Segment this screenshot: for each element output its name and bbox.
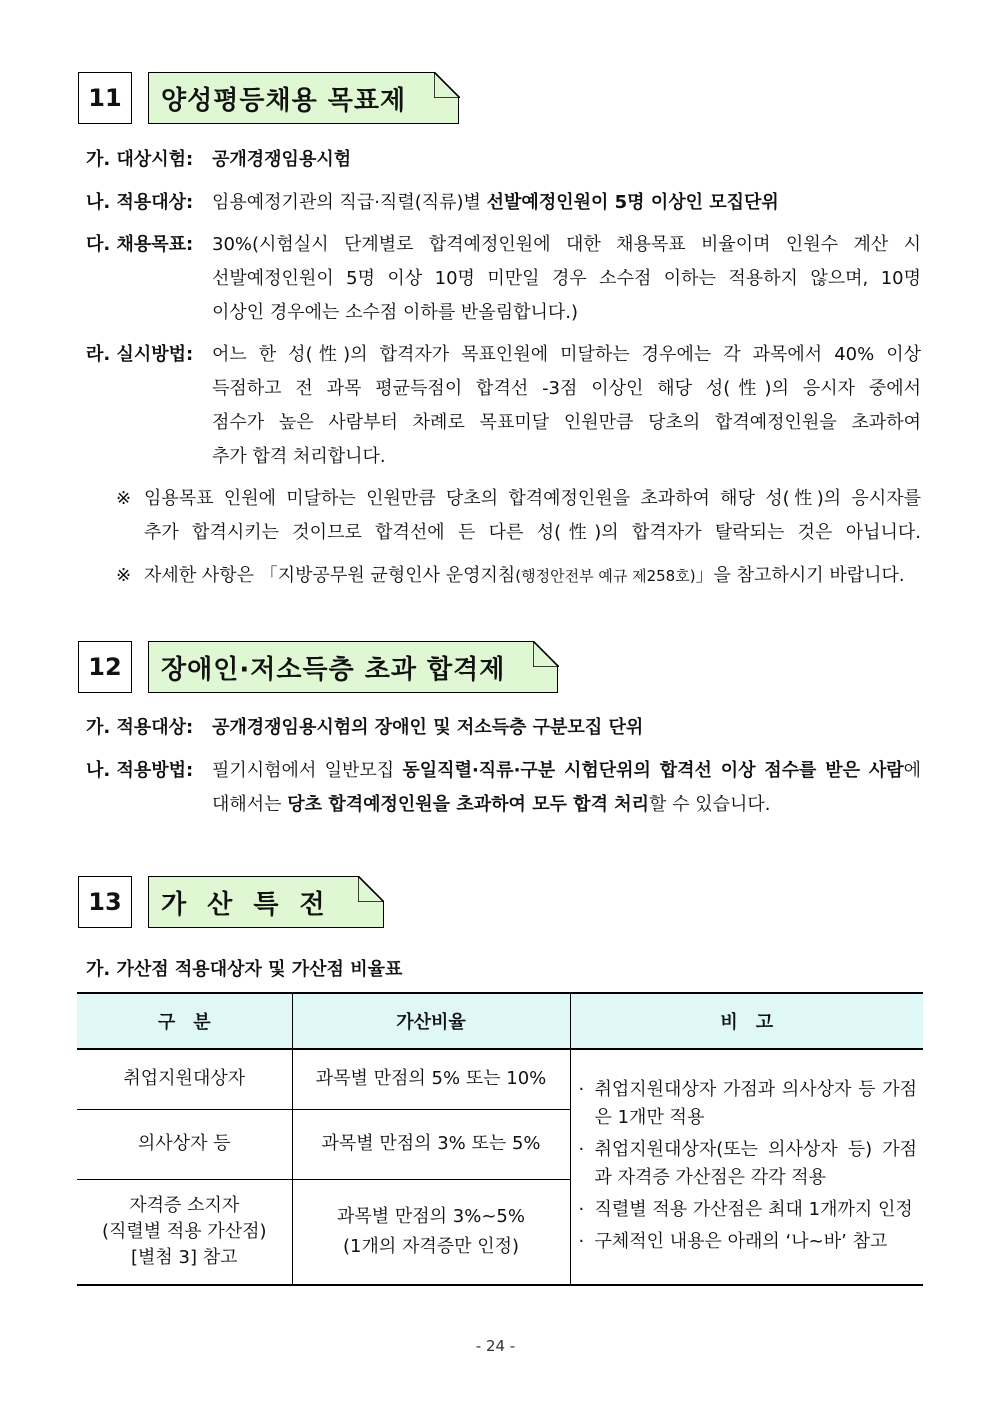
cell-line: 자격증 소지자	[129, 1194, 240, 1216]
table-cell-category: 취업지원대상자	[77, 1049, 292, 1109]
section-title-text: 양성평등채용 목표제	[161, 85, 407, 116]
item-text-bold: 당초 합격예정인원을 초과하여 모두 합격 처리	[287, 794, 649, 815]
folded-corner-icon	[533, 641, 559, 667]
item-line: 점수가 높은 사람부터 차례로 목표미달 인원만큼 당초의 합격예정인원을 초과하여	[212, 412, 921, 433]
table-cell-rate: 과목별 만점의 3% 또는 5%	[292, 1109, 570, 1179]
table-cell-rate	[292, 1179, 570, 1285]
s13-item-a	[86, 953, 921, 987]
item-line: 30%(시험실시 단계별로 합격예정인원에 대한 채용목표 비율이며 인원수 계산 시	[212, 234, 921, 255]
section-title-text: 장애인·저소득층 초과 합격제	[161, 654, 506, 685]
item-text: 할 수 있습니다.	[649, 794, 771, 815]
cell-line: [별첨 3] 참고	[131, 1246, 238, 1268]
section-title	[148, 72, 459, 124]
folded-corner-icon	[358, 876, 384, 902]
item-text: 공개경쟁임용시험	[212, 149, 352, 170]
reference-mark: ※	[116, 565, 132, 586]
bonus-rate-table	[77, 992, 923, 1286]
section-number: 12	[78, 641, 132, 693]
reference-mark: ※	[116, 488, 132, 509]
section-12-header	[78, 641, 558, 693]
cell-line: (1개의 자격증만 인정)	[342, 1235, 520, 1257]
table-cell-category: 의사상자 등	[77, 1109, 292, 1179]
section-title-text: 가 산 특 전	[161, 889, 331, 920]
table-row	[77, 1049, 923, 1109]
page-number: - 24 -	[475, 1337, 516, 1355]
item-text: 임용예정기관의 직급·직렬(직류)별	[212, 192, 481, 213]
list-item: · 취업지원대상자 가점과 의사상자 등 가점은 1개만 적용	[578, 1079, 917, 1128]
table-header: 가산비율	[292, 993, 570, 1049]
section-title	[148, 876, 384, 928]
note-text-small: (행정안전부 예규 제258호)	[515, 567, 696, 585]
list-item: · 구체적인 내용은 아래의 ‘나~바’ 참고	[578, 1231, 888, 1252]
item-text: 공개경쟁임용시험의 장애인 및 저소득층 구분모집 단위	[212, 717, 644, 738]
item-text: 에	[903, 760, 921, 781]
item-line: 득점하고 전 과목 평균득점이 합격선 -3점 이상인 해당 성(性)의 응시자 중에서	[212, 378, 921, 399]
note-text: 」을 참고하시기 바랍니다.	[695, 565, 905, 586]
item-label: 가. 대상시험:	[86, 149, 194, 170]
item-label: 가. 가산점 적용대상자 및 가산점 비율표	[86, 959, 403, 980]
item-label: 라. 실시방법:	[86, 344, 194, 365]
item-label: 다. 채용목표:	[86, 234, 194, 255]
note-line: 추가 합격시키는 것이므로 합격선에 든 다른 성(性)의 합격자가 탈락되는 것은 아닙니다.	[144, 522, 921, 543]
item-text-bold: 동일직렬·직류·구분 시험단위의 합격선 이상 점수를 받은 사람	[402, 760, 904, 781]
table-cell-category	[77, 1179, 292, 1285]
section-number: 11	[78, 72, 132, 124]
cell-line: 과목별 만점의 3%~5%	[337, 1205, 525, 1227]
item-line: 추가 합격 처리합니다.	[212, 446, 386, 467]
section-number: 13	[78, 876, 132, 928]
note-text: 자세한 사항은 「지방공무원 균형인사 운영지침	[144, 565, 516, 586]
item-line: 선발예정인원이 5명 이상 10명 미만일 경우 소수점 이하는 적용하지 않으며, 10명	[212, 268, 921, 289]
section-title	[148, 641, 558, 693]
item-label: 나. 적용방법:	[86, 760, 194, 781]
note-line: 임용목표 인원에 미달하는 인원만큼 당초의 합격예정인원을 초과하여 해당 성(性)의 응시자를	[144, 488, 921, 509]
item-text: 필기시험에서 일반모집	[212, 760, 395, 781]
section-11-header	[78, 72, 459, 124]
item-label: 가. 적용대상:	[86, 717, 194, 738]
list-item: · 직렬별 적용 가산점은 최대 1개까지 인정	[578, 1199, 913, 1220]
section-13-header	[78, 876, 384, 928]
item-label: 나. 적용대상:	[86, 192, 194, 213]
list-item: · 취업지원대상자(또는 의사상자 등) 가점과 자격증 가산점은 각각 적용	[578, 1139, 917, 1188]
item-line: 이상인 경우에는 소수점 이하를 반올림합니다.)	[212, 302, 579, 323]
item-text-bold: 선발예정인원이 5명 이상인 모집단위	[486, 192, 779, 213]
table-header: 구 분	[77, 993, 292, 1049]
table-cell-notes	[570, 1049, 923, 1285]
table-header-row	[77, 993, 923, 1049]
table-header: 비 고	[570, 993, 923, 1049]
folded-corner-icon	[434, 72, 460, 98]
item-text: 대해서는	[212, 794, 282, 815]
cell-line: (직렬별 적용 가산점)	[101, 1220, 267, 1242]
table-cell-rate: 과목별 만점의 5% 또는 10%	[292, 1049, 570, 1109]
item-line: 어느 한 성(性)의 합격자가 목표인원에 미달하는 경우에는 각 과목에서 40% 이상	[212, 344, 921, 365]
